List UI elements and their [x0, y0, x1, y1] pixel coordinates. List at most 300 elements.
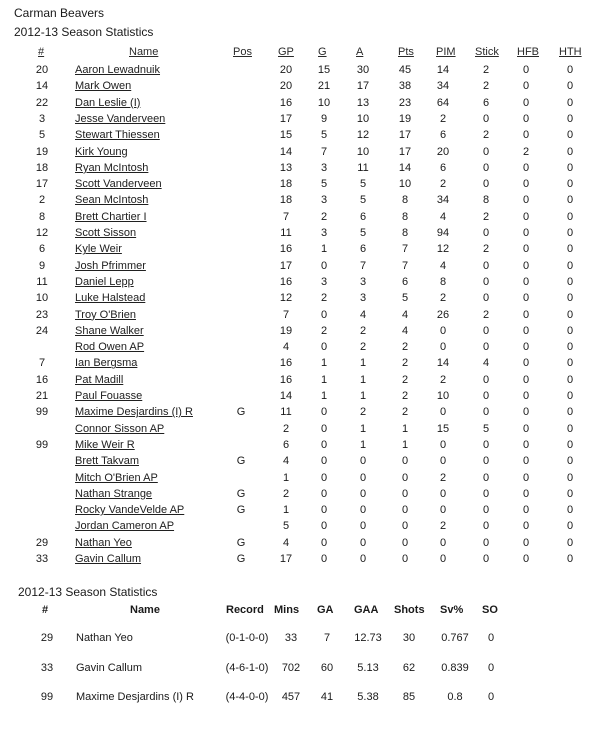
goalie-cell-ga: 41 [320, 691, 334, 703]
cell-hth: 0 [566, 308, 574, 321]
player-name[interactable]: Gavin Callum [75, 553, 142, 565]
cell-pim: 2 [439, 112, 447, 125]
cell-g: 3 [320, 194, 328, 207]
cell-gp: 16 [279, 243, 293, 256]
cell-hth: 0 [566, 96, 574, 109]
player-name[interactable]: Nathan Strange [75, 487, 153, 500]
player-name[interactable]: Pat Madill [75, 373, 124, 386]
cell-gp: 17 [279, 259, 293, 272]
goalie-cell-shots: 85 [402, 691, 416, 703]
cell-g: 0 [320, 438, 328, 451]
cell-stick: 0 [482, 373, 490, 386]
cell-pim: 0 [439, 438, 447, 451]
header-gp: GP [278, 46, 294, 58]
cell-a: 1 [359, 373, 367, 386]
cell-pim: 64 [436, 96, 450, 109]
player-name[interactable]: Kirk Young [75, 145, 128, 158]
cell-num: 19 [35, 145, 49, 158]
cell-hfb: 0 [522, 373, 530, 386]
player-name[interactable]: Aaron Lewadnuik [75, 64, 161, 76]
cell-hfb: 0 [522, 243, 530, 256]
cell-num: 12 [35, 227, 49, 239]
cell-pts: 17 [398, 145, 412, 158]
goalie-cell-shots: 30 [402, 632, 416, 644]
cell-pts: 45 [398, 64, 412, 76]
cell-num: 22 [35, 96, 49, 109]
cell-pim: 0 [439, 536, 447, 549]
header-hth: HTH [559, 46, 582, 58]
goalie-header-svp: Sv% [440, 604, 464, 616]
cell-pim: 2 [439, 520, 447, 533]
cell-pts: 4 [401, 324, 409, 337]
cell-num: 29 [35, 536, 49, 549]
goalie-header-record: Record [226, 604, 264, 616]
cell-gp: 16 [279, 373, 293, 386]
cell-stick: 0 [482, 406, 490, 419]
cell-a: 1 [359, 357, 367, 370]
cell-stick: 0 [482, 487, 490, 500]
cell-num: 10 [35, 292, 49, 305]
cell-num: 21 [35, 390, 49, 402]
goalie-cell-svp: 0.839 [441, 662, 469, 674]
goalie-cell-so: 0 [487, 691, 495, 703]
cell-g: 0 [320, 536, 328, 549]
cell-gp: 4 [282, 536, 290, 549]
cell-gp: 20 [279, 80, 293, 93]
cell-pts: 7 [401, 259, 409, 272]
cell-hfb: 0 [522, 96, 530, 109]
cell-pts: 23 [398, 96, 412, 109]
cell-stick: 0 [482, 504, 490, 517]
cell-a: 0 [359, 487, 367, 500]
player-name[interactable]: Daniel Lepp [75, 275, 134, 288]
cell-hth: 0 [566, 161, 574, 174]
player-name[interactable]: Maxime Desjardins (I) R [75, 406, 193, 419]
cell-hfb: 0 [522, 438, 530, 451]
cell-hth: 0 [566, 178, 574, 191]
player-name[interactable]: Nathan Yeo [75, 536, 132, 549]
cell-g: 2 [320, 210, 328, 223]
cell-hfb: 0 [522, 357, 530, 370]
cell-num: 99 [35, 438, 49, 451]
player-name[interactable]: Scott Vanderveen [75, 178, 162, 191]
cell-stick: 0 [482, 259, 490, 272]
cell-hfb: 0 [522, 341, 530, 354]
cell-hfb: 0 [522, 536, 530, 549]
cell-gp: 14 [279, 390, 293, 402]
cell-a: 1 [359, 438, 367, 451]
goalie-header-shots: Shots [394, 604, 425, 616]
cell-stick: 0 [482, 178, 490, 191]
cell-num: 18 [35, 161, 49, 174]
goalie-cell-so: 0 [487, 662, 495, 674]
cell-hth: 0 [566, 536, 574, 549]
cell-a: 10 [356, 145, 370, 158]
goalie-cell-name: Maxime Desjardins (I) R [76, 691, 194, 703]
cell-gp: 5 [282, 520, 290, 533]
cell-stick: 0 [482, 553, 490, 565]
cell-num: 3 [38, 112, 46, 125]
cell-hth: 0 [566, 471, 574, 484]
cell-a: 1 [359, 422, 367, 435]
cell-num: 6 [38, 243, 46, 256]
player-name[interactable]: Paul Fouasse [75, 390, 143, 402]
player-name[interactable]: Mitch O'Brien AP [75, 471, 158, 484]
cell-a: 1 [359, 390, 367, 402]
header-pts: Pts [398, 46, 414, 58]
cell-hth: 0 [566, 406, 574, 419]
cell-pim: 10 [436, 390, 450, 402]
cell-hth: 0 [566, 275, 574, 288]
cell-g: 9 [320, 112, 328, 125]
cell-pts: 6 [401, 275, 409, 288]
cell-pts: 2 [401, 406, 409, 419]
cell-pos: G [236, 536, 246, 549]
goalie-cell-num: 33 [40, 662, 54, 674]
cell-g: 15 [317, 64, 331, 76]
cell-stick: 0 [482, 112, 490, 125]
cell-a: 0 [359, 504, 367, 517]
cell-g: 1 [320, 243, 328, 256]
cell-hth: 0 [566, 227, 574, 239]
cell-pts: 14 [398, 161, 412, 174]
cell-a: 30 [356, 64, 370, 76]
goalie-header-mins: Mins [274, 604, 300, 616]
cell-hfb: 0 [522, 422, 530, 435]
cell-num: 5 [38, 129, 46, 142]
cell-pts: 38 [398, 80, 412, 93]
cell-stick: 0 [482, 536, 490, 549]
cell-hfb: 0 [522, 80, 530, 93]
cell-pts: 2 [401, 390, 409, 402]
cell-hfb: 0 [522, 178, 530, 191]
cell-a: 13 [356, 96, 370, 109]
cell-hfb: 0 [522, 194, 530, 207]
cell-hfb: 0 [522, 227, 530, 239]
cell-hfb: 2 [522, 145, 530, 158]
cell-pim: 2 [439, 292, 447, 305]
cell-pim: 34 [436, 194, 450, 207]
cell-a: 0 [359, 455, 367, 468]
cell-hth: 0 [566, 520, 574, 533]
cell-num: 7 [38, 357, 46, 370]
cell-hfb: 0 [522, 161, 530, 174]
cell-g: 0 [320, 471, 328, 484]
cell-g: 1 [320, 373, 328, 386]
player-name[interactable]: Mike Weir R [75, 438, 135, 451]
player-name[interactable]: Ryan McIntosh [75, 161, 149, 174]
player-name[interactable]: Jesse Vanderveen [75, 112, 166, 125]
cell-pts: 5 [401, 292, 409, 305]
cell-stick: 0 [482, 438, 490, 451]
goalie-cell-mins: 457 [281, 691, 301, 703]
goalie-cell-name: Nathan Yeo [76, 632, 133, 644]
cell-hfb: 0 [522, 553, 530, 565]
cell-gp: 17 [279, 553, 293, 565]
goalie-cell-record: (0-1-0-0) [225, 632, 269, 644]
cell-hfb: 0 [522, 455, 530, 468]
cell-gp: 11 [280, 227, 292, 239]
cell-num: 14 [35, 80, 49, 93]
cell-gp: 7 [282, 308, 290, 321]
cell-hth: 0 [566, 487, 574, 500]
cell-stick: 0 [482, 520, 490, 533]
cell-num: 9 [38, 259, 46, 272]
cell-pts: 17 [398, 129, 412, 142]
cell-pim: 0 [439, 324, 447, 337]
cell-pts: 2 [401, 357, 409, 370]
cell-hth: 0 [566, 357, 574, 370]
cell-pts: 0 [401, 520, 409, 533]
goalie-header-num: # [42, 604, 49, 616]
cell-gp: 19 [279, 324, 293, 337]
cell-gp: 18 [279, 194, 293, 207]
cell-pos: G [236, 406, 246, 419]
cell-g: 21 [317, 80, 331, 93]
player-name[interactable]: Scott Sisson [75, 227, 137, 239]
cell-g: 3 [320, 227, 328, 239]
cell-a: 4 [359, 308, 367, 321]
cell-gp: 12 [279, 292, 293, 305]
cell-g: 0 [320, 487, 328, 500]
player-name[interactable]: Rocky VandeVelde AP [75, 504, 185, 517]
cell-hth: 0 [566, 80, 574, 93]
goalie-title: 2012-13 Season Statistics [18, 585, 158, 599]
cell-hfb: 0 [522, 64, 530, 76]
cell-a: 3 [359, 292, 367, 305]
cell-hfb: 0 [522, 520, 530, 533]
cell-gp: 15 [279, 129, 293, 142]
cell-g: 0 [320, 406, 328, 419]
cell-pts: 8 [401, 210, 409, 223]
cell-gp: 20 [279, 64, 293, 76]
goalie-cell-svp: 0.8 [447, 691, 463, 703]
cell-pos: G [236, 553, 246, 565]
cell-stick: 0 [482, 292, 490, 305]
player-name[interactable]: Ian Bergsma [75, 357, 138, 370]
cell-hfb: 0 [522, 129, 530, 142]
cell-g: 0 [320, 308, 328, 321]
cell-pim: 6 [439, 161, 447, 174]
cell-pts: 8 [401, 194, 409, 207]
cell-hth: 0 [566, 504, 574, 517]
cell-g: 2 [320, 324, 328, 337]
cell-stick: 0 [482, 161, 490, 174]
cell-gp: 1 [282, 471, 290, 484]
cell-stick: 2 [482, 64, 490, 76]
cell-pts: 4 [401, 308, 409, 321]
goalie-cell-record: (4-6-1-0) [225, 662, 269, 674]
cell-pim: 0 [439, 341, 447, 354]
cell-pim: 6 [439, 129, 447, 142]
player-name[interactable]: Luke Halstead [75, 292, 146, 305]
player-name[interactable]: Jordan Cameron AP [75, 520, 175, 533]
cell-g: 0 [320, 553, 328, 565]
cell-gp: 2 [282, 422, 290, 435]
cell-stick: 2 [482, 210, 490, 223]
cell-num: 23 [35, 308, 49, 321]
cell-stick: 0 [482, 275, 490, 288]
cell-hth: 0 [566, 292, 574, 305]
cell-gp: 17 [279, 112, 293, 125]
cell-pim: 2 [439, 373, 447, 386]
cell-pos: G [236, 487, 246, 500]
goalie-cell-num: 29 [40, 632, 54, 644]
header-num: # [38, 46, 45, 58]
cell-a: 10 [356, 112, 370, 125]
cell-stick: 4 [482, 357, 490, 370]
cell-stick: 0 [482, 455, 490, 468]
header-stick: Stick [475, 46, 499, 58]
player-name[interactable]: Troy O'Brien [75, 308, 136, 321]
player-name[interactable]: Connor Sisson AP [75, 422, 165, 435]
cell-gp: 4 [282, 455, 290, 468]
cell-stick: 0 [482, 390, 490, 402]
cell-num: 16 [35, 373, 49, 386]
cell-hth: 0 [566, 64, 574, 76]
cell-pts: 10 [398, 178, 412, 191]
cell-hfb: 0 [522, 324, 530, 337]
header-name: Name [129, 46, 159, 58]
cell-a: 0 [359, 520, 367, 533]
cell-pim: 94 [436, 227, 450, 239]
cell-pts: 8 [401, 227, 409, 239]
cell-hth: 0 [566, 553, 574, 565]
cell-gp: 7 [282, 210, 290, 223]
cell-gp: 16 [279, 96, 293, 109]
cell-num: 33 [35, 553, 49, 565]
player-name[interactable]: Mark Owen [75, 80, 132, 93]
cell-hfb: 0 [522, 471, 530, 484]
goalie-header-so: SO [482, 604, 498, 616]
cell-a: 0 [359, 471, 367, 484]
cell-hth: 0 [566, 210, 574, 223]
cell-pts: 2 [401, 341, 409, 354]
cell-hth: 0 [566, 341, 574, 354]
player-name[interactable]: Rod Owen AP [75, 341, 145, 354]
cell-hfb: 0 [522, 504, 530, 517]
cell-hth: 0 [566, 194, 574, 207]
cell-a: 6 [359, 243, 367, 256]
cell-stick: 0 [482, 324, 490, 337]
goalie-header-gaa: GAA [354, 604, 379, 616]
cell-gp: 18 [279, 178, 293, 191]
header-a: A [356, 46, 364, 58]
header-g: G [318, 46, 327, 58]
cell-hfb: 0 [522, 275, 530, 288]
goalie-cell-shots: 62 [402, 662, 416, 674]
cell-num: 8 [38, 210, 46, 223]
cell-gp: 2 [282, 487, 290, 500]
cell-hth: 0 [566, 373, 574, 386]
cell-hfb: 0 [522, 390, 530, 402]
cell-hfb: 0 [522, 487, 530, 500]
cell-g: 0 [320, 259, 328, 272]
cell-pim: 34 [436, 80, 450, 93]
goalie-cell-mins: 33 [284, 632, 298, 644]
player-name[interactable]: Brett Chartier I [75, 210, 147, 223]
goalie-cell-gaa: 12.73 [354, 632, 382, 644]
cell-gp: 14 [279, 145, 293, 158]
cell-pim: 2 [439, 471, 447, 484]
goalie-cell-ga: 60 [320, 662, 334, 674]
cell-a: 6 [359, 210, 367, 223]
cell-stick: 8 [482, 194, 490, 207]
cell-g: 0 [320, 422, 328, 435]
player-name[interactable]: Stewart Thiessen [75, 129, 160, 142]
cell-num: 20 [35, 64, 49, 76]
cell-pim: 0 [439, 406, 447, 419]
cell-stick: 0 [482, 341, 490, 354]
cell-pts: 0 [401, 504, 409, 517]
cell-num: 11 [36, 275, 48, 288]
cell-pts: 0 [401, 553, 409, 565]
cell-hth: 0 [566, 422, 574, 435]
cell-hth: 0 [566, 324, 574, 337]
player-name[interactable]: Dan Leslie (I) [75, 96, 141, 109]
cell-pim: 15 [436, 422, 450, 435]
goalie-cell-svp: 0.767 [441, 632, 469, 644]
season-title: 2012-13 Season Statistics [14, 25, 154, 39]
cell-hth: 0 [566, 129, 574, 142]
cell-pts: 1 [401, 422, 409, 435]
cell-g: 5 [320, 178, 328, 191]
cell-stick: 5 [482, 422, 490, 435]
cell-gp: 16 [279, 357, 293, 370]
cell-a: 5 [359, 227, 367, 239]
cell-pts: 1 [401, 438, 409, 451]
cell-a: 7 [359, 259, 367, 272]
cell-stick: 2 [482, 80, 490, 93]
cell-a: 17 [356, 80, 370, 93]
cell-g: 5 [320, 129, 328, 142]
player-name[interactable]: Brett Takvam [75, 455, 139, 468]
cell-hfb: 0 [522, 112, 530, 125]
cell-pts: 0 [401, 536, 409, 549]
cell-stick: 2 [482, 243, 490, 256]
cell-stick: 0 [482, 227, 490, 239]
cell-gp: 1 [282, 504, 290, 517]
cell-gp: 11 [280, 406, 292, 419]
cell-g: 1 [320, 390, 328, 402]
cell-pos: G [236, 455, 246, 468]
cell-g: 2 [320, 292, 328, 305]
cell-a: 3 [359, 275, 367, 288]
cell-gp: 16 [279, 275, 293, 288]
player-name[interactable]: Shane Walker [75, 324, 144, 337]
cell-g: 1 [320, 357, 328, 370]
cell-g: 0 [320, 504, 328, 517]
player-name[interactable]: Kyle Weir [75, 243, 122, 256]
cell-gp: 13 [279, 161, 293, 174]
cell-pim: 20 [436, 145, 450, 158]
cell-stick: 0 [482, 471, 490, 484]
cell-pts: 19 [398, 112, 412, 125]
goalie-cell-so: 0 [487, 632, 495, 644]
cell-a: 12 [356, 129, 370, 142]
cell-hth: 0 [566, 390, 574, 402]
cell-stick: 2 [482, 129, 490, 142]
goalie-header-ga: GA [317, 604, 334, 616]
player-name[interactable]: Josh Pfrimmer [75, 259, 146, 272]
goalie-cell-gaa: 5.13 [357, 662, 379, 674]
cell-hth: 0 [566, 259, 574, 272]
player-name[interactable]: Sean McIntosh [75, 194, 149, 207]
cell-hfb: 0 [522, 210, 530, 223]
cell-g: 10 [317, 96, 331, 109]
cell-a: 5 [359, 178, 367, 191]
cell-pts: 0 [401, 455, 409, 468]
